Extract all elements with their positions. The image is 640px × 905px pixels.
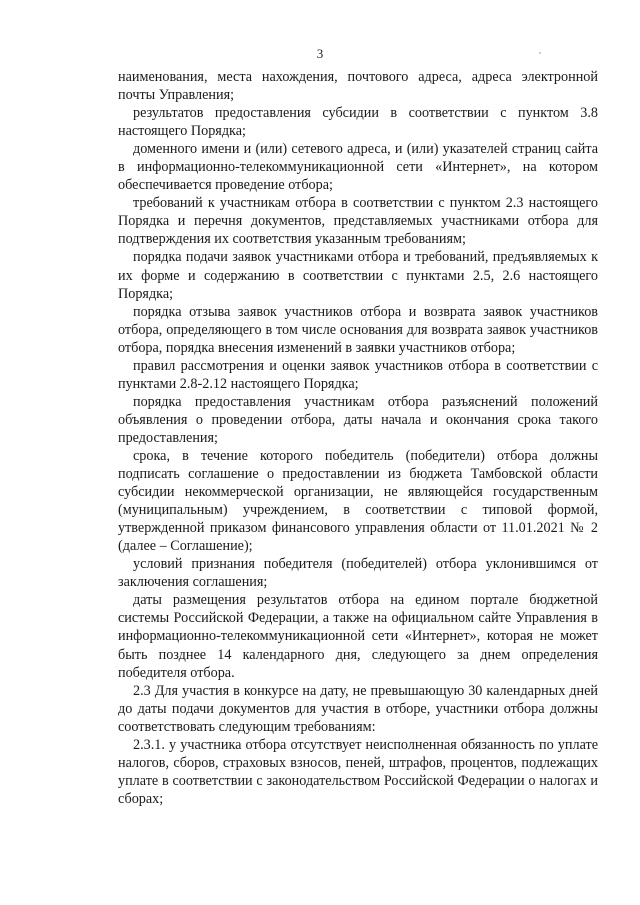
paragraph: условий признания победителя (победителей) отбора уклонившимся от заключения соглашения; [118, 556, 598, 591]
paragraph: доменного имени и (или) сетевого адреса, и (или) указателей страниц сайта в информационно-телекоммуникационной сети «Интернет», на котором обеспечивается проведение отбора; [118, 141, 598, 194]
page-number: 3 [316, 46, 324, 61]
paragraph: порядка отзыва заявок участников отбора и возврата заявок участников отбора, определяющего в том числе основания для возврата заявок участников отбора, порядка внесения изменений в заявки участников отбора; [118, 303, 598, 356]
paragraph: даты размещения результатов отбора на едином портале бюджетной системы Российской Федерации, а также на официальном сайте Управления в информационно-телекоммуникационной сети «Интернет», которая не может быть позднее 14 календарного дня, следующего за днем определения победителя отбора. [118, 592, 598, 681]
paragraph: требований к участникам отбора в соответствии с пунктом 2.3 настоящего Порядка и перечня документов, представляемых участниками отбора для подтверждения их соответствия указанным требованиям; [118, 195, 598, 248]
paragraph: результатов предоставления субсидии в соответствии с пунктом 3.8 настоящего Порядка; [118, 105, 598, 140]
paragraph: наименования, места нахождения, почтового адреса, адреса электронной почты Управления; [118, 69, 598, 104]
paragraph: порядка предоставления участникам отбора разъяснений положений объявления о проведении отбора, даты начала и окончания срока такого предоставления; [118, 393, 598, 446]
paragraph: правил рассмотрения и оценки заявок участников отбора в соответствии с пунктами 2.8-2.12 настоящего Порядка; [118, 357, 598, 392]
scan-speck [539, 52, 541, 54]
paragraph: 2.3.1. у участника отбора отсутствует неисполненная обязанность по уплате налогов, сборов, страховых взносов, пеней, штрафов, процентов, подлежащих уплате в соответствии с законодательством Российской Федерации о налогах и сборах; [118, 736, 598, 807]
paragraph: 2.3 Для участия в конкурсе на дату, не превышающую 30 календарных дней до даты подачи документов для участия в отборе, участники отбора должны соответствовать следующим требованиям: [118, 682, 598, 735]
paragraph: срока, в течение которого победитель (победители) отбора должны подписать соглашение о предоставлении из бюджета Тамбовской области субсидии некоммерческой организации, не являющейся государственным (муниципальным) учреждением, в соответствии с типовой формой, утвержденной приказом финансового управления области от 11.01.2021 № 2 (далее – Соглашение); [118, 447, 598, 555]
paragraph: порядка подачи заявок участниками отбора и требований, предъявляемых к их форме и содержанию в соответствии с пунктами 2.5, 2.6 настоящего Порядка; [118, 249, 598, 302]
document-body [118, 68, 598, 808]
